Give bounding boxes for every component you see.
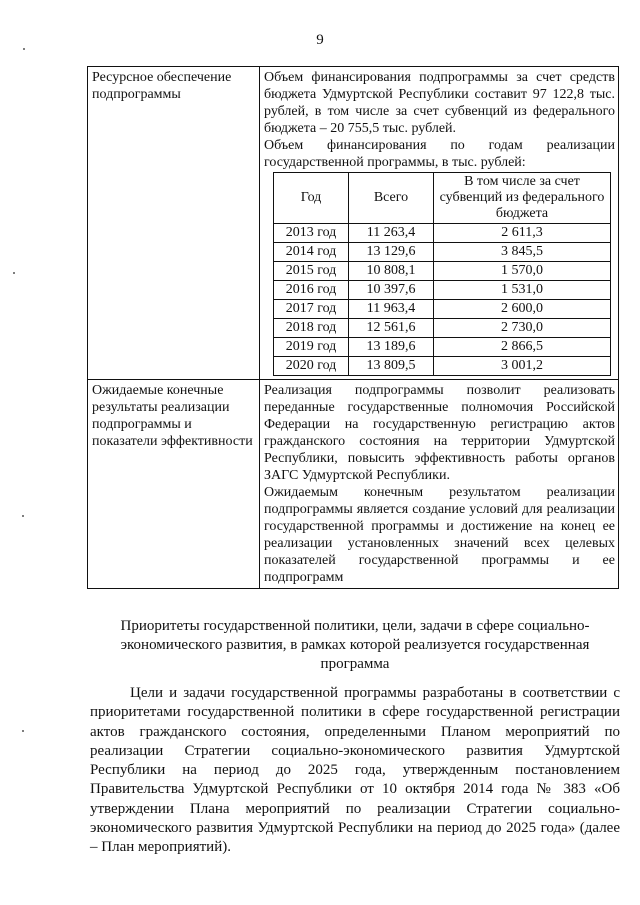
cell-year: 2016 год	[274, 281, 349, 300]
cell-year: 2017 год	[274, 300, 349, 319]
row-content-expected-results	[260, 380, 619, 589]
funding-total-paragraph: Объем финансирования подпрограммы за счет средств бюджета Удмуртской Республики составит 97 122,8 тыс. рублей, в том числе за счет субвенций из федерального бюджета – 20 755,5 тыс. рублей.	[264, 70, 615, 136]
row-label-expected-results: Ожидаемые конечные результаты реализации подпрограммы и показатели эффективности	[88, 380, 260, 589]
cell-year: 2020 год	[274, 357, 349, 376]
cell-year: 2019 год	[274, 338, 349, 357]
cell-federal: 2 730,0	[434, 319, 611, 338]
expected-results-paragraph-1: Реализация подпрограммы позволит реализовать переданные государственные полномочия Российской Федерации на государственную регистрацию актов гражданского состояния на территории Удмуртской Республики, повысить эффективность работы органов ЗАГС Удмуртской Республики.	[264, 383, 615, 483]
cell-total: 10 808,1	[349, 262, 434, 281]
funding-by-year-table	[273, 172, 611, 376]
row-content-resource-support	[260, 67, 619, 380]
row-expected-results	[88, 380, 619, 589]
row-resource-support	[88, 67, 619, 380]
expected-results-paragraph-2: Ожидаемым конечным результатом реализации подпрограммы является создание условий для реализации государственной программы и достижение на конец ее реализации установленных значений всех целевых показателей государственной программы и ее подпрограмм	[264, 485, 615, 585]
table-row	[274, 338, 611, 357]
table-row	[274, 357, 611, 376]
table-row	[274, 319, 611, 338]
cell-year: 2015 год	[274, 262, 349, 281]
cell-total: 12 561,6	[349, 319, 434, 338]
funding-table-header-row	[274, 173, 611, 224]
table-row	[274, 224, 611, 243]
table-row	[274, 262, 611, 281]
cell-federal: 3 845,5	[434, 243, 611, 262]
cell-year: 2013 год	[274, 224, 349, 243]
cell-year: 2014 год	[274, 243, 349, 262]
page-number: 9	[316, 32, 324, 48]
header-total: Всего	[349, 173, 434, 224]
funding-by-year-intro: Объем финансирования по годам реализации государственной программы, в тыс. рублей:	[264, 138, 615, 170]
section-title: Приоритеты государственной политики, цели, задачи в сфере социально-экономического развития, в рамках которой реализуется государственная программа	[120, 618, 590, 672]
cell-federal: 3 001,2	[434, 357, 611, 376]
cell-total: 13 129,6	[349, 243, 434, 262]
cell-total: 11 263,4	[349, 224, 434, 243]
cell-total: 11 963,4	[349, 300, 434, 319]
cell-federal: 2 611,3	[434, 224, 611, 243]
cell-federal: 2 866,5	[434, 338, 611, 357]
cell-total: 13 809,5	[349, 357, 434, 376]
cell-total: 10 397,6	[349, 281, 434, 300]
scan-artifact-dot	[22, 515, 24, 517]
header-year: Год	[274, 173, 349, 224]
cell-year: 2018 год	[274, 319, 349, 338]
passport-table	[87, 66, 619, 589]
cell-federal: 1 531,0	[434, 281, 611, 300]
cell-federal: 1 570,0	[434, 262, 611, 281]
table-row	[274, 281, 611, 300]
table-row	[274, 300, 611, 319]
row-label-resource-support: Ресурсное обеспечение подпрограммы	[88, 67, 260, 380]
scan-artifact-dot	[22, 730, 24, 732]
cell-federal: 2 600,0	[434, 300, 611, 319]
table-row	[274, 243, 611, 262]
body-paragraph: Цели и задачи государственной программы разработаны в соответствии с приоритетами государственной политики в сфере государственной регистрации актов гражданского состояния, определенными Планом мероприятий по реализации Стратегии социально-экономического развития Удмуртской Республики на период до 2025 года, утвержденным постановлением Правительства Удмуртской Республики от 10 октября 2014 года № 383 «Об утверждении Плана мероприятий по реализации Стратегии социально-экономического развития Удмуртской Республики на период до 2025 года» (далее – План мероприятий).	[90, 685, 620, 856]
cell-total: 13 189,6	[349, 338, 434, 357]
scan-artifact-dot	[23, 48, 25, 50]
header-federal-subventions: В том числе за счет субвенций из федерального бюджета	[434, 173, 611, 224]
scan-artifact-dot	[13, 272, 15, 274]
